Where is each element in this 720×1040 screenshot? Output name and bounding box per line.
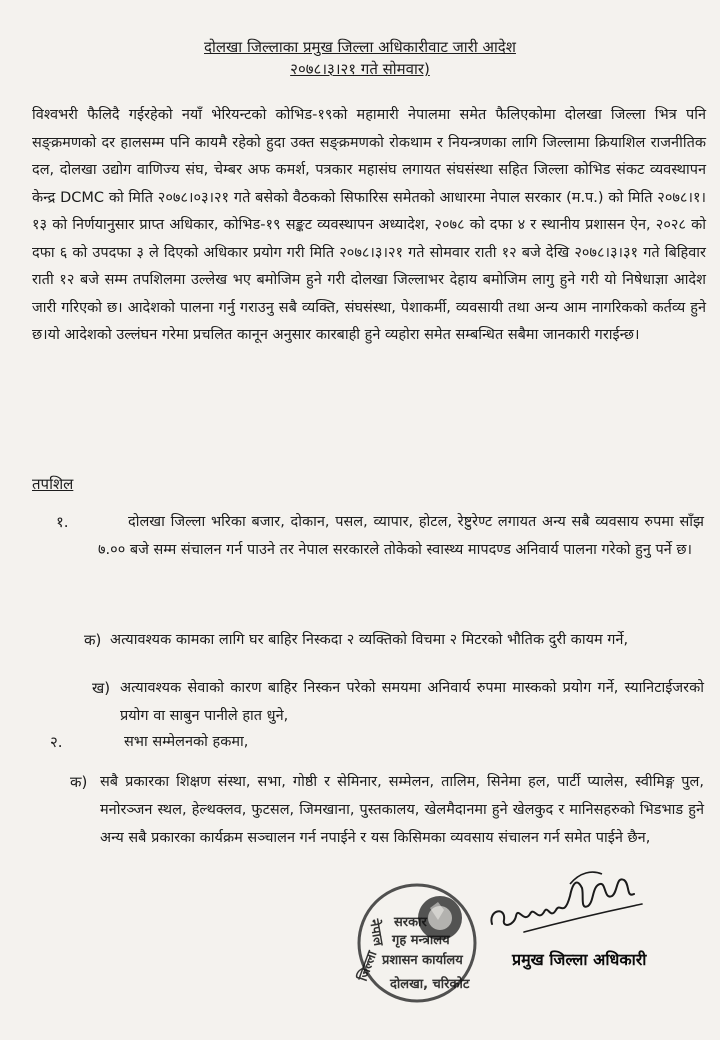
item-1a-text: अत्यावश्यक कामका लागि घर बाहिर निस्कदा २ व्यक्तिको विचमा २ मिटरको भौतिक दुरी कायम गर्ने, <box>110 632 629 648</box>
svg-text:गृह मन्त्रालय: गृह मन्त्रालय <box>392 933 450 948</box>
item-1a-number: क) <box>84 631 102 649</box>
item-2-text: सभा सम्मेलनको हकमा, <box>124 734 249 750</box>
schedule-heading: तपशिल <box>32 475 74 493</box>
svg-text:प्रशासन कार्यालय: प्रशासन कार्यालय <box>382 953 463 968</box>
order-paragraph: विश्वभरी फैलिदै गईरहेको नयाँ भेरियन्टको कोभिड-१९को महामारी नेपालमा समेत फैलिएकोमा दोलखा जिल्ला भित्र पनि सङ्क्रमणको दर हालसम्म पनि कायमै रहेको हुदा उक्त सङ्क्रमणको रोकथाम र नियन्त्रणका लागि जिल्लामा क्रियाशिल राजनीतिक दल, दोलखा उद्योग वाणिज्य संघ, चेम्बर अफ कमर्श, पत्रकार महासंघ लगायत संघसंस्था सहित जिल्ला कोभिड संकट व्यवस्थापन केन्द्र DCMC को मिति २०७८।०३।२१ गते बसेको वैठकको सिफारिस समेतको आधारमा नेपाल सरकार (म.प.) को मिति २०७८।१।१३ को निर्णयानुसार प्राप्त अधिकार, कोभिड-१९ सङ्कट व्यवस्थापन अध्यादेश, २०७८ को दफा ४ र स्थानीय प्रशासन ऐन, २०२८ को दफा ६ को उपदफा ३ ले दिएको अधिकार प्रयोग गरी मिति २०७८।३।२१ गते सोमवार राती १२ बजे देखि २०७८।३।३१ गते बिहिवार राती १२ बजे सम्म तपशिलमा उल्लेख भए बमोजिम हुने गरी दोलखा जिल्लाभर देहाय बमोजिम लागु हुने गरी यो निषेधाज्ञा आदेश जारी गरिएको छ। आदेशको पालना गर्नु गराउनु सबै व्यक्ति, संघसंस्था, पेशाकर्मी, व्यवसायी तथा अन्य आम नागरिकको कर्तव्य हुने छ।यो आदेशको उल्लंघन गरेमा प्रचलित कानून अनुसार कारबाही हुने व्यहोरा समेत सम्बन्धित सबैमा जानकारी गराईन्छ। <box>32 107 706 343</box>
official-seal <box>352 878 482 1008</box>
item-2-number: २. <box>50 733 63 751</box>
document-date: २०७८।३।२१ गते सोमवार) <box>290 60 430 78</box>
item-1b-text: अत्यावश्यक सेवाको कारण बाहिर निस्कन परेको समयमा अनिवार्य रुपमा मास्कको प्रयोग गर्ने, स्यानिटाईजरको प्रयोग वा साबुन पानीले हात धुने, <box>120 680 704 724</box>
handwritten-signature <box>484 866 644 946</box>
svg-text:सरकार: सरकार <box>394 915 427 930</box>
document-header <box>0 36 720 80</box>
item-2a-text: सबै प्रकारका शिक्षण संस्था, सभा, गोष्ठी र सेमिनार, सम्मेलन, तालिम, सिनेमा हल, पार्टी प्यालेस, स्वीमिङ्ग पुल, मनोरञ्जन स्थल, हेल्थक्लव, फुटसल, जिमखाना, पुस्तकालय, खेलमैदानमा हुने खेलकुद र मानिसहरुको भिडभाड हुने अन्य सबै प्रकारका कार्यक्रम सञ्चालन गर्न नपाईने र यस किसिमका व्यवसाय संचालन गर्न समेत पाईने छैन, <box>100 774 704 846</box>
svg-text:नेपाल: नेपाल <box>366 918 386 948</box>
item-2a-number: क) <box>70 773 88 791</box>
item-1-text: दोलखा जिल्ला भरिका बजार, दोकान, पसल, व्यापार, होटल, रेष्टुरेण्ट लगायत अन्य सबै व्यवसाय रुपमा साँझ ७.०० बजे सम्म संचालन गर्न पाउने तर नेपाल सरकारले तोकेको स्वास्थ्य मापदण्ड अनिवार्य पालना गरेको हुनु पर्ने छ। <box>98 514 704 558</box>
document-title: दोलखा जिल्लाका प्रमुख जिल्ला अधिकारीवाट जारी आदेश <box>204 38 516 56</box>
item-1-number: १. <box>56 513 69 531</box>
svg-text:जिल्ला: जिल्ला <box>355 949 381 984</box>
item-1b-number: ख) <box>92 679 111 697</box>
signatory-title: प्रमुख जिल्ला अधिकारी <box>512 950 647 969</box>
svg-text:दोलखा, चरिकोट: दोलखा, चरिकोट <box>390 977 470 992</box>
